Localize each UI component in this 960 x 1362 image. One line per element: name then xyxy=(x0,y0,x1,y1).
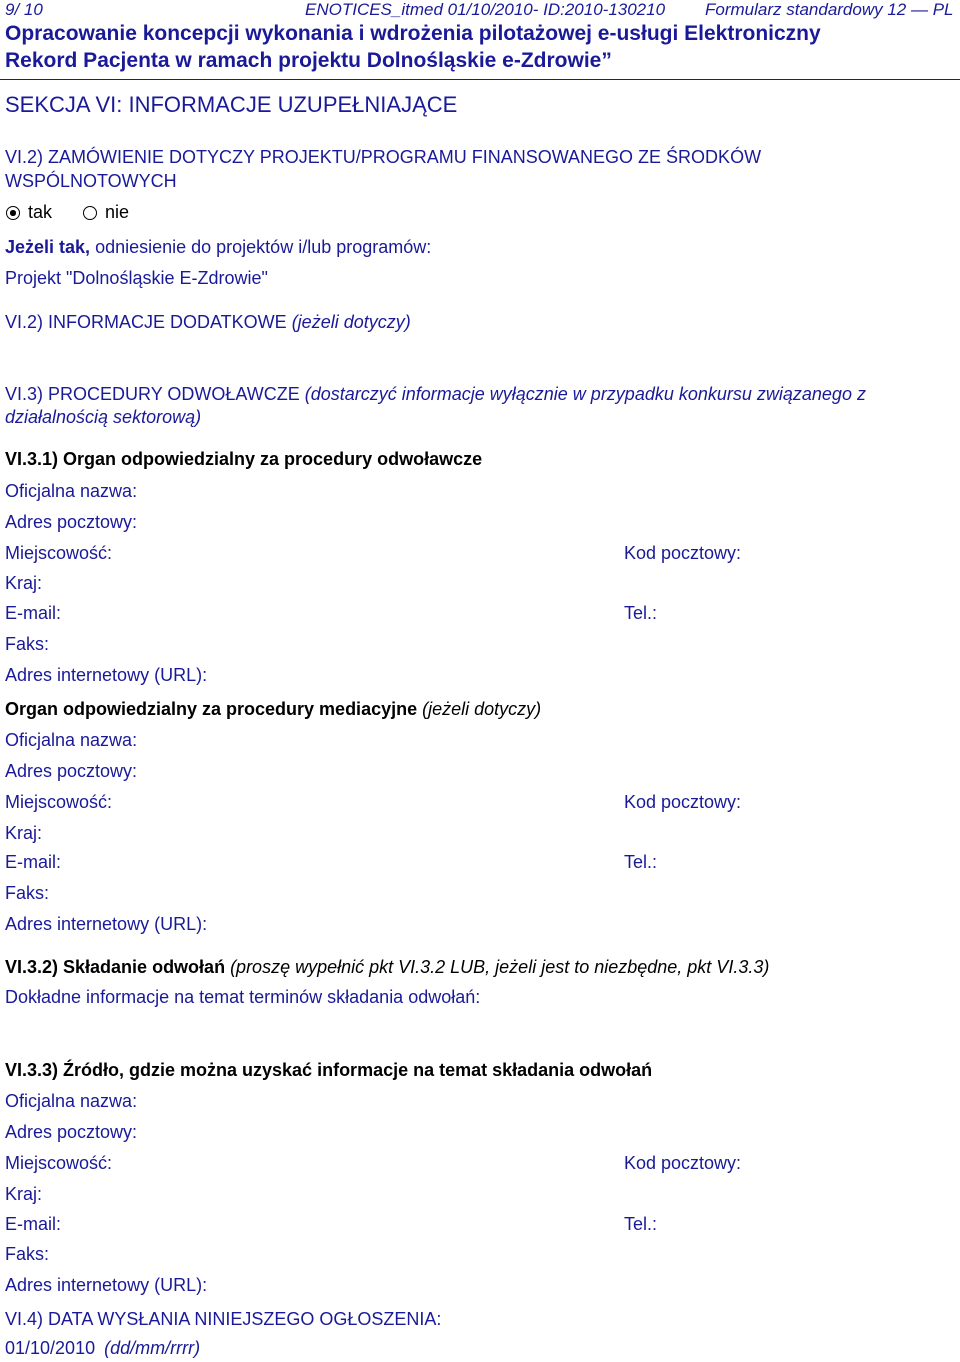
vi33-postcode-label: Kod pocztowy: xyxy=(624,1153,742,1173)
document-title-line2: Rekord Pacjenta w ramach projektu Dolnośląskie e-Zdrowie” xyxy=(5,49,612,72)
vi2-heading-line1: VI.2) ZAMÓWIENIE DOTYCZY PROJEKTU/PROGRAMU FINANSOWANEGO ZE ŚRODKÓW xyxy=(5,147,762,167)
vi31-postcode-label: Kod pocztowy: xyxy=(624,543,742,563)
vi3-heading-title: VI.3) PROCEDURY ODWOŁAWCZE xyxy=(5,384,305,404)
mediation-name-label: Oficjalna nazwa: xyxy=(5,730,138,750)
mediation-heading xyxy=(5,699,541,720)
vi33-url-label: Adres internetowy (URL): xyxy=(5,1275,208,1295)
vi2-heading-line2: WSPÓLNOTOWYCH xyxy=(5,171,177,191)
vi33-address-label: Adres pocztowy: xyxy=(5,1122,138,1142)
vi2-reference-condition: Jeżeli tak, xyxy=(5,237,91,257)
mediation-url-label: Adres internetowy (URL): xyxy=(5,914,208,934)
vi33-country-label: Kraj: xyxy=(5,1184,43,1204)
vi32-heading-note: (proszę wypełnić pkt VI.3.2 LUB, jeżeli jest to niezbędne, pkt VI.3.3) xyxy=(230,957,770,977)
mediation-country-label: Kraj: xyxy=(5,823,43,843)
vi33-name-label: Oficjalna nazwa: xyxy=(5,1091,138,1111)
vi3-heading xyxy=(5,384,866,405)
vi2-additional-title: VI.2) INFORMACJE DODATKOWE xyxy=(5,312,292,332)
vi31-city-label: Miejscowość: xyxy=(5,543,113,563)
mediation-heading-title: Organ odpowiedzialny za procedury mediacyjne xyxy=(5,699,423,719)
vi33-fax-label: Faks: xyxy=(5,1244,50,1264)
vi3-heading-note: (dostarczyć informacje wyłącznie w przypadku konkursu związanego z xyxy=(304,384,866,404)
vi32-detail-label: Dokładne informacje na temat terminów składania odwołań: xyxy=(5,987,481,1007)
vi31-heading: VI.3.1) Organ odpowiedzialny za procedury odwoławcze xyxy=(5,449,483,469)
section-title: SEKCJA VI: INFORMACJE UZUPEŁNIAJĄCE xyxy=(5,92,458,117)
vi33-city-label: Miejscowość: xyxy=(5,1153,113,1173)
vi2-additional-heading xyxy=(5,312,411,333)
vi4-date-value: 01/10/2010 xyxy=(5,1338,96,1358)
radio-yes[interactable] xyxy=(6,206,20,220)
document-title-line1: Opracowanie koncepcji wykonania i wdrożenia pilotażowej e-usługi Elektroniczny xyxy=(5,22,821,45)
vi3-heading-note-line2: działalnością sektorową) xyxy=(5,407,202,427)
mediation-email-label: E-mail: xyxy=(5,852,62,872)
radio-no[interactable] xyxy=(83,206,97,220)
mediation-heading-note: (jeżeli dotyczy) xyxy=(422,699,542,719)
radio-yes-label: tak xyxy=(28,202,53,222)
radio-no-label: nie xyxy=(105,202,130,222)
vi31-url-label: Adres internetowy (URL): xyxy=(5,665,208,685)
title-divider xyxy=(0,79,960,80)
form-name: Formularz standardowy 12 — PL xyxy=(705,0,954,19)
notice-id: ENOTICES_itmed 01/10/2010- ID:2010-130210 xyxy=(305,0,666,19)
vi31-country-label: Kraj: xyxy=(5,573,43,593)
mediation-phone-label: Tel.: xyxy=(624,852,658,872)
vi33-phone-label: Tel.: xyxy=(624,1214,658,1234)
vi31-address-label: Adres pocztowy: xyxy=(5,512,138,532)
vi4-date-format: (dd/mm/rrrr) xyxy=(104,1338,201,1358)
vi2-reference-value: Projekt "Dolnośląskie E-Zdrowie" xyxy=(5,268,268,288)
vi31-fax-label: Faks: xyxy=(5,634,50,654)
vi4-date xyxy=(5,1338,200,1359)
vi4-heading: VI.4) DATA WYSŁANIA NINIEJSZEGO OGŁOSZENIA: xyxy=(5,1309,442,1329)
vi31-phone-label: Tel.: xyxy=(624,603,658,623)
vi31-name-label: Oficjalna nazwa: xyxy=(5,481,138,501)
vi32-heading xyxy=(5,957,769,978)
vi33-email-label: E-mail: xyxy=(5,1214,62,1234)
mediation-address-label: Adres pocztowy: xyxy=(5,761,138,781)
vi33-heading: VI.3.3) Źródło, gdzie można uzyskać informacje na temat składania odwołań xyxy=(5,1060,653,1080)
vi2-additional-note: (jeżeli dotyczy) xyxy=(291,312,411,332)
vi32-heading-title: VI.3.2) Składanie odwołań xyxy=(5,957,231,977)
vi31-email-label: E-mail: xyxy=(5,603,62,623)
vi2-reference-label xyxy=(5,237,431,258)
vi2-reference-text: odniesienie do projektów i/lub programów: xyxy=(90,237,432,257)
mediation-city-label: Miejscowość: xyxy=(5,792,113,812)
page-number: 9/ 10 xyxy=(5,0,43,19)
mediation-postcode-label: Kod pocztowy: xyxy=(624,792,742,812)
mediation-fax-label: Faks: xyxy=(5,883,50,903)
